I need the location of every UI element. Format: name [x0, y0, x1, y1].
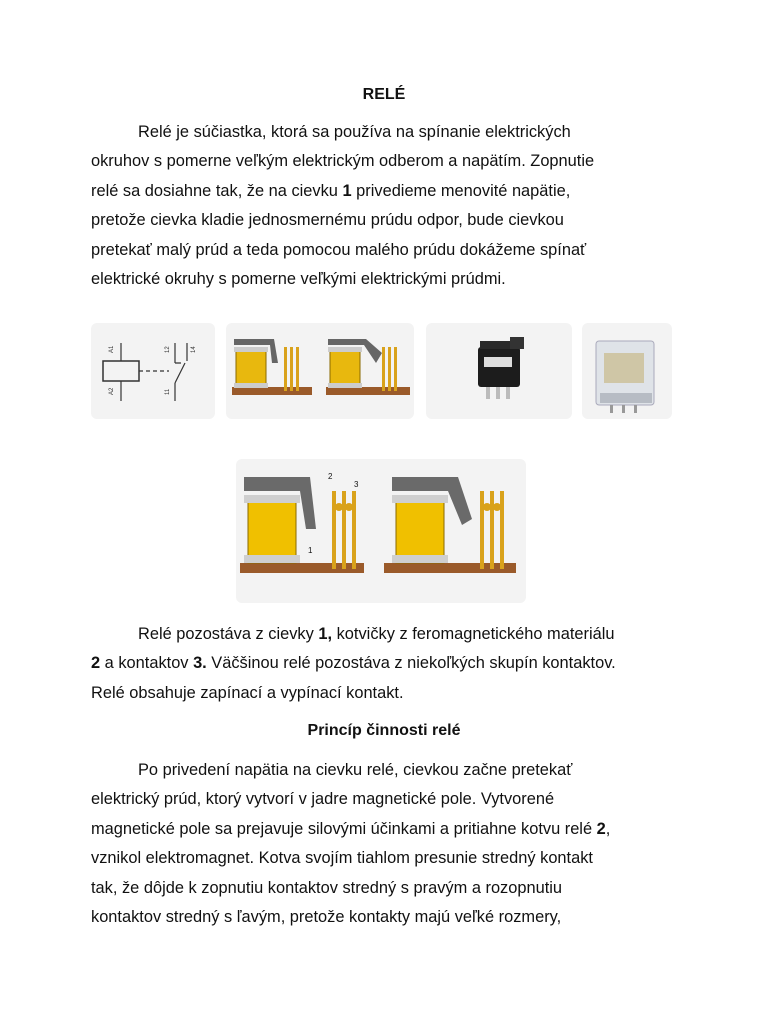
paragraph-principle	[91, 756, 681, 932]
relay-symbol-image	[91, 323, 215, 419]
relay-symbol-drawing	[91, 323, 215, 419]
relay-diagram-large-image	[236, 459, 526, 603]
text-run: magnetické pole sa prejavuje silovými účinkami a pritiahne kotvu relé	[91, 819, 597, 838]
paragraph-line: Relé je súčiastka, ktorá sa používa na spínanie elektrických	[138, 123, 571, 141]
relay-diagram-small-drawing	[226, 323, 414, 419]
bold-number: 3.	[193, 654, 207, 673]
diagram-callout: 2	[328, 472, 333, 481]
document-title: RELÉ	[362, 86, 406, 103]
bold-number: 1,	[318, 625, 333, 643]
paragraph-line	[91, 649, 681, 678]
paragraph-line	[91, 177, 681, 206]
text-run: Relé pozostáva z cievky	[138, 625, 319, 643]
symbol-label: 11	[165, 388, 171, 395]
paragraph-intro	[91, 118, 681, 294]
paragraph-line: Relé obsahuje zapínací a vypínací kontakt.	[91, 683, 404, 702]
relay-diagram-small-image	[226, 323, 414, 419]
paragraph-line: Po privedení napätia na cievku relé, cievkou začne pretekať	[138, 761, 573, 779]
diagram-callout: 3	[354, 480, 359, 489]
paragraph-line	[91, 815, 681, 844]
text-run: a kontaktov	[100, 654, 194, 673]
transparent-relay-drawing	[582, 323, 672, 419]
text-run: ,	[605, 819, 611, 838]
relay-diagram-large-drawing	[236, 459, 526, 603]
paragraph-line: pretože cievka kladie jednosmernému prúdu odpor, bude cievkou	[91, 211, 564, 230]
paragraph-line: vznikol elektromagnet. Kotva svojím tiahlom presunie stredný kontakt	[91, 849, 593, 868]
bold-number: 1	[342, 181, 352, 200]
transparent-relay-image	[582, 323, 672, 419]
bold-number: 2	[91, 654, 101, 673]
bold-number: 2	[596, 819, 606, 838]
diagram-callout: 1	[308, 546, 313, 555]
text-run: kotvičky z feromagnetického materiálu	[332, 625, 615, 643]
paragraph-line: okruhov s pomerne veľkým elektrickým odberom a napätím. Zopnutie	[91, 152, 595, 171]
section-subtitle: Princíp činnosti relé	[307, 722, 461, 739]
paragraph-line: elektrické okruhy s pomerne veľkými elektrickými prúdmi.	[91, 270, 506, 289]
paragraph-line: elektrický prúd, ktorý vytvorí v jadre magnetické pole. Vytvorené	[91, 790, 555, 809]
paragraph-line	[91, 620, 681, 649]
text-run: privedieme menovité napätie,	[351, 181, 571, 200]
paragraph-line: tak, že dôjde k zopnutiu kontaktov stredný s pravým a rozopnutiu	[91, 878, 563, 897]
symbol-label: A2	[109, 387, 115, 395]
symbol-label: 12	[165, 346, 171, 353]
text-run: Väčšinou relé pozostáva z niekoľkých skupín kontaktov.	[206, 654, 616, 673]
text-run: relé sa dosiahne tak, že na cievku	[91, 181, 343, 200]
automotive-relay-image	[426, 323, 572, 419]
paragraph-line: pretekať malý prúd a teda pomocou malého prúdu dokážeme spínať	[91, 240, 587, 259]
automotive-relay-drawing	[426, 323, 572, 419]
symbol-label: A1	[109, 345, 115, 353]
paragraph-components	[91, 620, 681, 708]
paragraph-line: kontaktov stredný s ľavým, pretože kontakty majú veľké rozmery,	[91, 908, 562, 927]
symbol-label: 14	[191, 346, 197, 353]
